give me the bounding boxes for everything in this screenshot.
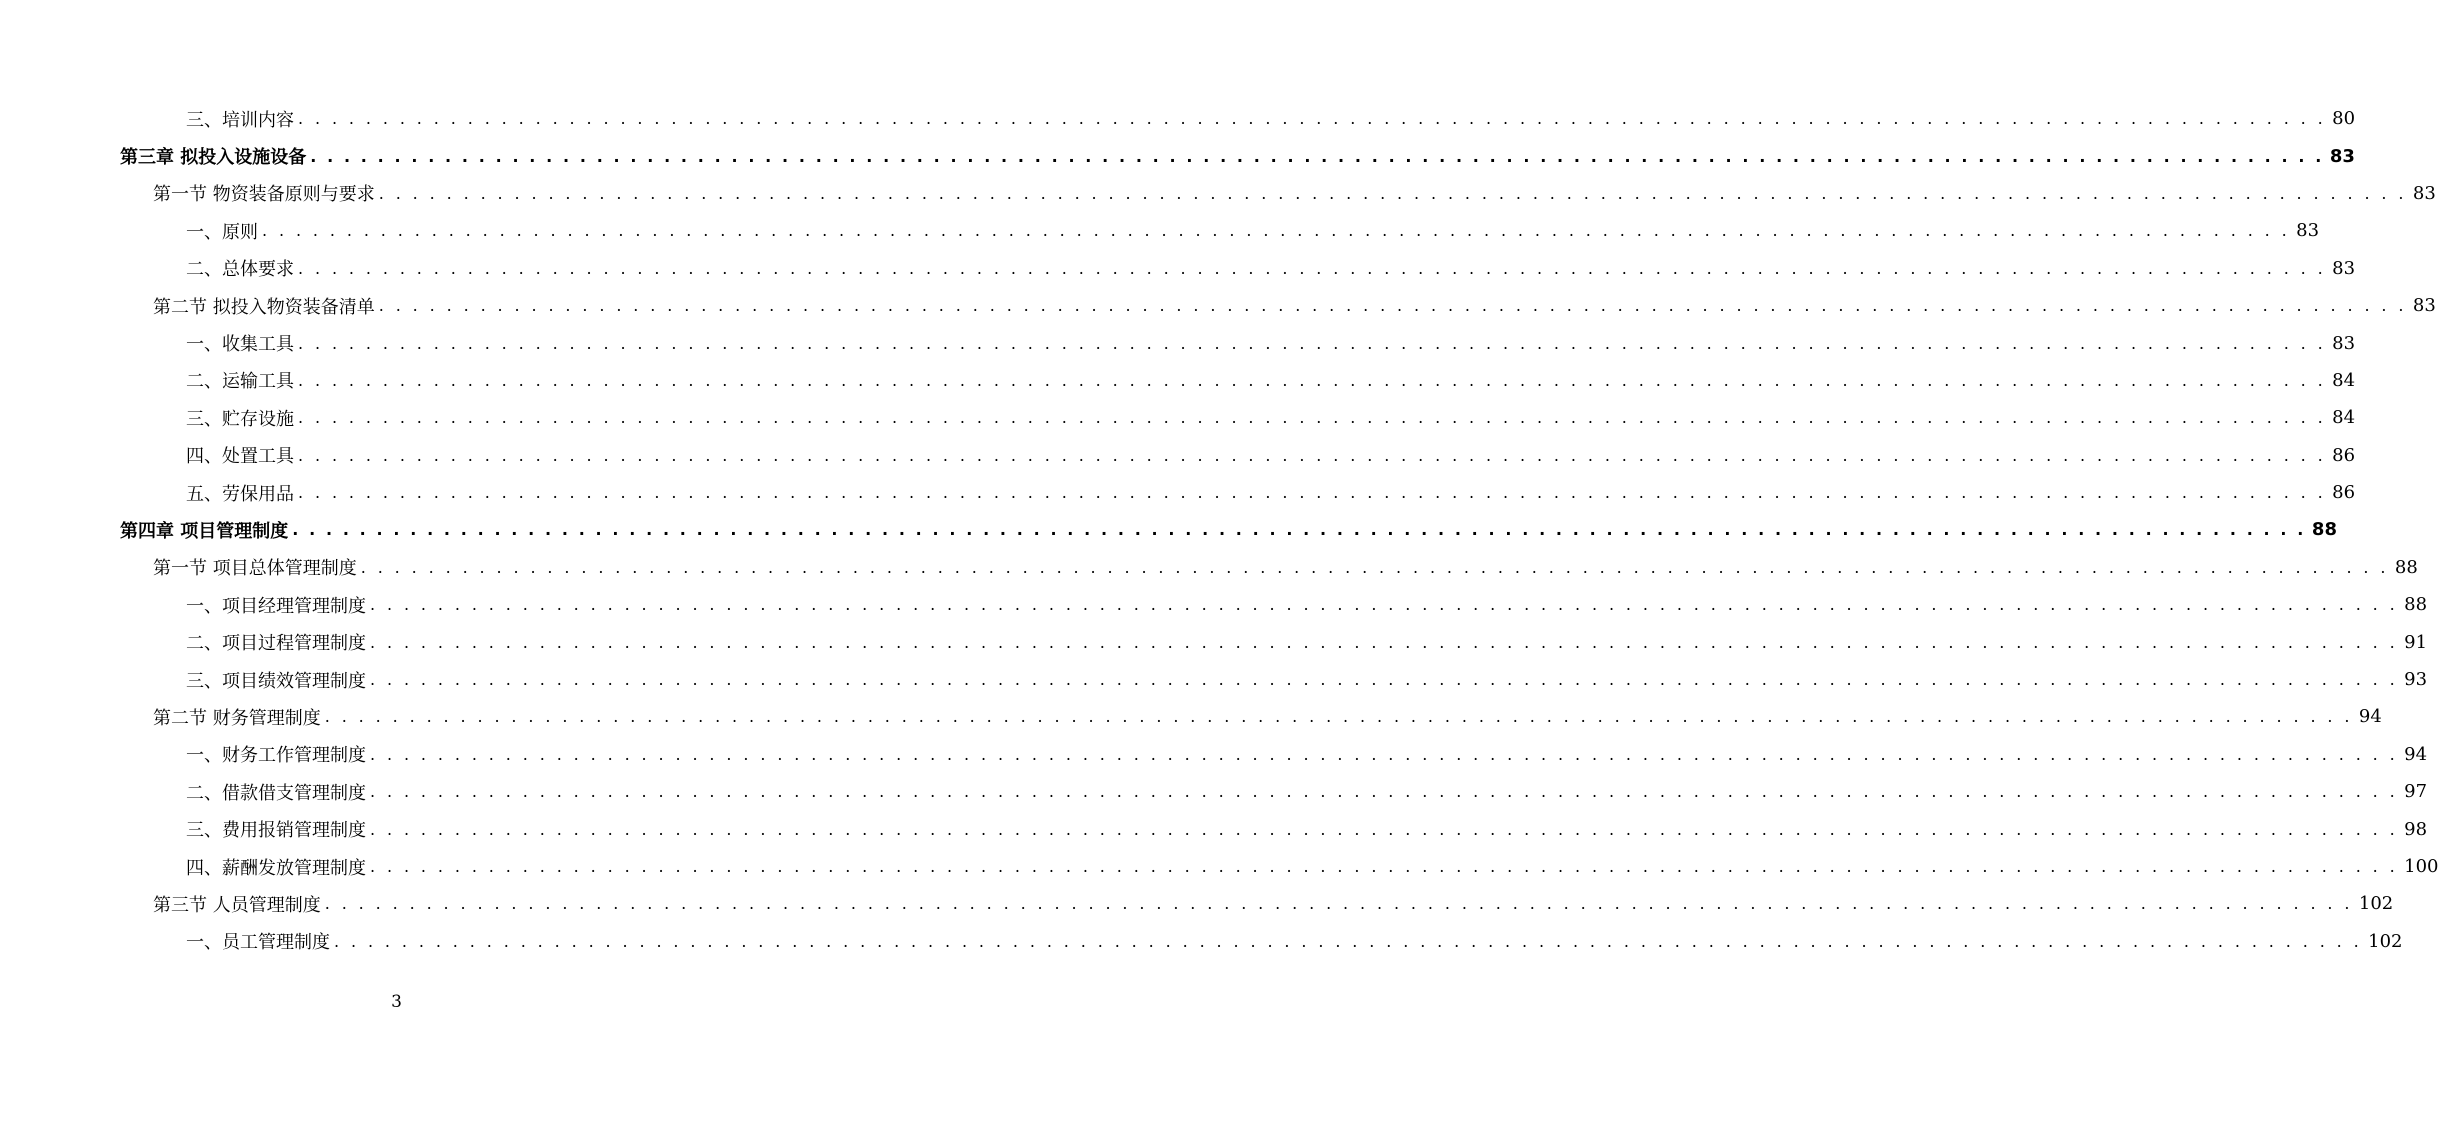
toc-entry-item[interactable] — [0, 623, 2428, 660]
toc-entry-page: 84 — [2332, 407, 2356, 429]
toc-entry-section[interactable] — [0, 175, 2436, 212]
dot-leader: . . . . . . . . . . . . . . . . . . . . . . . . . . . . . . . . . . . . . . . . . . . . . . . . . . . . . . . . . . . . . . . . . . . . . . . . . . . . . . . . . . . . . . . . . . . . . . . . . . . . . . . . . . . . . . . . . . . . . . . . — [334, 931, 2363, 951]
dot-leader: . . . . . . . . . . . . . . . . . . . . . . . . . . . . . . . . . . . . . . . . . . . . . . . . . . . . . . . . . . . . . . . . . . . . . . . . . . . . . . . . . . . . . . . . . . . . . . . . . . . . . . . . . . . . . . . . . . . . . . . . — [370, 782, 2399, 802]
toc-entry-title: 第一节 项目总体管理制度 — [153, 554, 361, 580]
toc-entry-title: 一、原则 — [186, 218, 262, 244]
toc-entry-page: 93 — [2404, 669, 2428, 691]
toc-entry-page: 102 — [2358, 893, 2394, 915]
toc-entry-title: 第四章 项目管理制度 — [120, 517, 292, 543]
toc-entry-page: 100 — [2404, 856, 2439, 877]
dot-leader: . . . . . . . . . . . . . . . . . . . . . . . . . . . . . . . . . . . . . . . . . . . . . . . . . . . . . . . . . . . . . . . . . . . . . . . . . . . . . . . . . . . . . . . . . . . . . . . . . . . . . . . . . . . . . . . . . . . . . . . . — [298, 408, 2327, 428]
toc-entry-title: 四、薪酬发放管理制度 — [186, 854, 370, 880]
toc-entry-item[interactable] — [0, 212, 2320, 249]
toc-entry-item[interactable] — [0, 810, 2428, 847]
dot-leader: . . . . . . . . . . . . . . . . . . . . . . . . . . . . . . . . . . . . . . . . . . . . . . . . . . . . . . . . . . . . . . . . . . . . . . . . . . . . . . . . . . . . . . . . . . . . . . . . . . . . . . . . . . . . . . . . . . . . . . . . — [298, 445, 2327, 465]
toc-entry-title: 第二节 财务管理制度 — [153, 704, 325, 730]
toc-entry-page: 83 — [2332, 257, 2356, 279]
toc-entry-item[interactable] — [0, 923, 2403, 960]
dot-leader: . . . . . . . . . . . . . . . . . . . . . . . . . . . . . . . . . . . . . . . . . . . . . . . . . . . . . . . . . . . . . . . . . . . . . . . . . . . . . . . . . . . . . . . . . . . . . . . . . . . . . . . . . . . . . . . . . . . . . . . . — [370, 670, 2399, 690]
toc-entry-item[interactable] — [0, 250, 2356, 287]
toc-entry-title: 一、项目经理管理制度 — [186, 592, 370, 618]
dot-leader: . . . . . . . . . . . . . . . . . . . . . . . . . . . . . . . . . . . . . . . . . . . . . . . . . . . . . . . . . . . . . . . . . . . . . . . . . . . . . . . . . . . . . . . . . . . . . . . . . . . . . . . . . . . . . . . . . . . . . . . . — [324, 894, 2353, 914]
toc-entry-item[interactable] — [0, 437, 2356, 474]
toc-entry-title: 第一节 物资装备原则与要求 — [153, 180, 379, 206]
toc-entry-chapter[interactable] — [0, 137, 2355, 174]
dot-leader: . . . . . . . . . . . . . . . . . . . . . . . . . . . . . . . . . . . . . . . . . . . . . . . . . . . . . . . . . . . . . . . . . . . . . . . . . . . . . . . . . . . . . . . . . . . . . . . . . . . . . . . . . . . . . . . . . . . . . . . . — [370, 632, 2399, 652]
toc-entry-page: 94 — [2404, 743, 2428, 765]
dot-leader: . . . . . . . . . . . . . . . . . . . . . . . . . . . . . . . . . . . . . . . . . . . . . . . . . . . . . . . . . . . . . . . . . . . . . . . . . . . . . . . . . . . . . . . . . . . . . . . . . . . . . . . . . . . . . . . . . . . . . . . . — [298, 258, 2327, 278]
toc-entry-page: 88 — [2311, 519, 2337, 541]
dot-leader: . . . . . . . . . . . . . . . . . . . . . . . . . . . . . . . . . . . . . . . . . . . . . . . . . . . . . . . . . . . . . . . . . . . . . . . . . . . . . . . . . . . . . . . . . . . . . . . . . . . . . . . . . . . . . . . . . . . . . . . . — [370, 744, 2399, 764]
toc-entry-page: 80 — [2332, 108, 2356, 130]
dot-leader: . . . . . . . . . . . . . . . . . . . . . . . . . . . . . . . . . . . . . . . . . . . . . . . . . . . . . . . . . . . . . . . . . . . . . . . . . . . . . . . . . . . . . . . . . . . . . . . . . . . . . . . . . . . . . . . . . . . . . . . . — [298, 483, 2327, 503]
toc-entry-title: 二、借款借支管理制度 — [186, 779, 370, 805]
dot-leader: . . . . . . . . . . . . . . . . . . . . . . . . . . . . . . . . . . . . . . . . . . . . . . . . . . . . . . . . . . . . . . . . . . . . . . . . . . . . . . . . . . . . . . . . . . . . . . . . . . . . . . . . . . . . . . . . . . . . . . . . — [378, 183, 2407, 203]
toc-entry-title: 三、费用报销管理制度 — [186, 816, 370, 842]
toc-entry-page: 88 — [2404, 594, 2428, 616]
dot-leader: . . . . . . . . . . . . . . . . . . . . . . . . . . . . . . . . . . . . . . . . . . . . . . . . . . . . . . . . . . . . . . . . . . . . . . . . . . . . . . . . . . . . . . . . . . . . . . . . . . . . . . . . . . . . . . . . . . . . . . . . — [262, 221, 2291, 241]
dot-leader: . . . . . . . . . . . . . . . . . . . . . . . . . . . . . . . . . . . . . . . . . . . . . . . . . . . . . . . . . . . . . . . . . . . . . . . . . . . . . . . . . . . . . . . . . . . . . . . . . . . . . . . . . . . . . . . . . . . . . . . . — [370, 595, 2399, 615]
dot-leader: . . . . . . . . . . . . . . . . . . . . . . . . . . . . . . . . . . . . . . . . . . . . . . . . . . . . . . . . . . . . . . . . . . . . . . . . . . . . . . . . . . . . . . . . . . . . . . . . . . . . . . . . . . . . . . . . . . . . . . . . — [360, 557, 2389, 577]
toc-entry-section[interactable] — [0, 885, 2394, 922]
toc-entry-title: 二、项目过程管理制度 — [186, 629, 370, 655]
toc-entry-item[interactable] — [0, 100, 2356, 137]
toc-entry-title: 一、员工管理制度 — [186, 928, 334, 954]
dot-leader: . . . . . . . . . . . . . . . . . . . . . . . . . . . . . . . . . . . . . . . . . . . . . . . . . . . . . . . . . . . . . . . . . . . . . . . . . . . . . . . . . . . . . . . . . . . . . . . . . . . . . . . . . . . . . . . . . . . . . . . . — [298, 333, 2327, 353]
toc-entry-title: 一、财务工作管理制度 — [186, 741, 370, 767]
toc-entry-page: 91 — [2404, 631, 2428, 653]
toc-entry-page: 102 — [2368, 930, 2403, 952]
toc-entry-title: 五、劳保用品 — [186, 480, 298, 506]
toc-entry-section[interactable] — [0, 549, 2418, 586]
toc-entry-item[interactable] — [0, 773, 2428, 810]
toc-entry-chapter[interactable] — [0, 511, 2337, 548]
dot-leader: . . . . . . . . . . . . . . . . . . . . . . . . . . . . . . . . . . . . . . . . . . . . . . . . . . . . . . . . . . . . . . . . . . . . . . . . . . . . . . . . . . . . . . . . . . . . . . . . . . . . . . . . . . . . . . . . . . . . . . . . — [370, 819, 2399, 839]
toc-entry-title: 二、运输工具 — [186, 367, 298, 393]
toc-entry-item[interactable] — [0, 362, 2356, 399]
page-number: 3 — [391, 992, 402, 1012]
dot-leader: . . . . . . . . . . . . . . . . . . . . . . . . . . . . . . . . . . . . . . . . . . . . . . . . . . . . . . . . . . . . . . . . . . . . . . . . . . . . . . . . . . . . . . . . . . . . . . . . . . . . . . . . . . . . . . . . . . . . . . . . — [378, 296, 2407, 316]
dot-leader: . . . . . . . . . . . . . . . . . . . . . . . . . . . . . . . . . . . . . . . . . . . . . . . . . . . . . . . . . . . . . . . . . . . . . . . . . . . . . . . . . . . . . . . . . . . . . . . . . . . . . . . . . . . . . . . . . . . . . . . . — [310, 146, 2324, 166]
toc-entry-section[interactable] — [0, 287, 2436, 324]
toc-entry-page: 84 — [2332, 369, 2356, 391]
toc-entry-title: 三、项目绩效管理制度 — [186, 667, 370, 693]
toc-entry-item[interactable] — [0, 474, 2356, 511]
toc-entry-item[interactable] — [0, 736, 2428, 773]
toc-entry-title: 一、收集工具 — [186, 330, 298, 356]
toc-entry-page: 94 — [2358, 706, 2382, 728]
toc-entry-title: 二、总体要求 — [186, 255, 298, 281]
toc-entry-title: 第三节 人员管理制度 — [153, 891, 325, 917]
toc-entry-item[interactable] — [0, 848, 2439, 885]
toc-entry-page: 98 — [2404, 818, 2428, 840]
toc-entry-title: 三、培训内容 — [186, 106, 298, 132]
toc-entry-title: 第二节 拟投入物资装备清单 — [153, 293, 379, 319]
toc-entry-title: 第三章 拟投入设施设备 — [120, 143, 310, 169]
toc-entry-page: 83 — [2412, 295, 2436, 317]
toc-entry-page: 83 — [2296, 220, 2320, 242]
toc-entry-page: 83 — [2329, 145, 2355, 167]
toc-entry-item[interactable] — [0, 586, 2428, 623]
toc-entry-page: 83 — [2412, 182, 2436, 204]
toc-entry-page: 97 — [2404, 781, 2428, 803]
toc-entry-page: 88 — [2394, 556, 2418, 578]
table-of-contents — [0, 100, 2439, 960]
toc-entry-page: 86 — [2332, 482, 2356, 504]
toc-entry-section[interactable] — [0, 698, 2382, 735]
toc-entry-item[interactable] — [0, 661, 2428, 698]
dot-leader: . . . . . . . . . . . . . . . . . . . . . . . . . . . . . . . . . . . . . . . . . . . . . . . . . . . . . . . . . . . . . . . . . . . . . . . . . . . . . . . . . . . . . . . . . . . . . . . . . . . . . . . . . . . . . . . . . . . . . . . . — [298, 109, 2327, 129]
toc-entry-title: 三、贮存设施 — [186, 405, 298, 431]
dot-leader: . . . . . . . . . . . . . . . . . . . . . . . . . . . . . . . . . . . . . . . . . . . . . . . . . . . . . . . . . . . . . . . . . . . . . . . . . . . . . . . . . . . . . . . . . . . . . . . . . . . . . . . . . . . . . . . . . . . . . . . . — [298, 370, 2327, 390]
toc-entry-item[interactable] — [0, 324, 2356, 361]
dot-leader: . . . . . . . . . . . . . . . . . . . . . . . . . . . . . . . . . . . . . . . . . . . . . . . . . . . . . . . . . . . . . . . . . . . . . . . . . . . . . . . . . . . . . . . . . . . . . . . . . . . . . . . . . . . . . . . . . . . . . . . . — [292, 520, 2306, 540]
dot-leader: . . . . . . . . . . . . . . . . . . . . . . . . . . . . . . . . . . . . . . . . . . . . . . . . . . . . . . . . . . . . . . . . . . . . . . . . . . . . . . . . . . . . . . . . . . . . . . . . . . . . . . . . . . . . . . . . . . . . . . . . — [324, 707, 2353, 727]
toc-entry-page: 86 — [2332, 444, 2356, 466]
toc-entry-page: 83 — [2332, 332, 2356, 354]
dot-leader: . . . . . . . . . . . . . . . . . . . . . . . . . . . . . . . . . . . . . . . . . . . . . . . . . . . . . . . . . . . . . . . . . . . . . . . . . . . . . . . . . . . . . . . . . . . . . . . . . . . . . . . . . . . . . . . . . . . . . . . . — [370, 857, 2399, 876]
toc-entry-item[interactable] — [0, 399, 2356, 436]
toc-entry-title: 四、处置工具 — [186, 442, 298, 468]
